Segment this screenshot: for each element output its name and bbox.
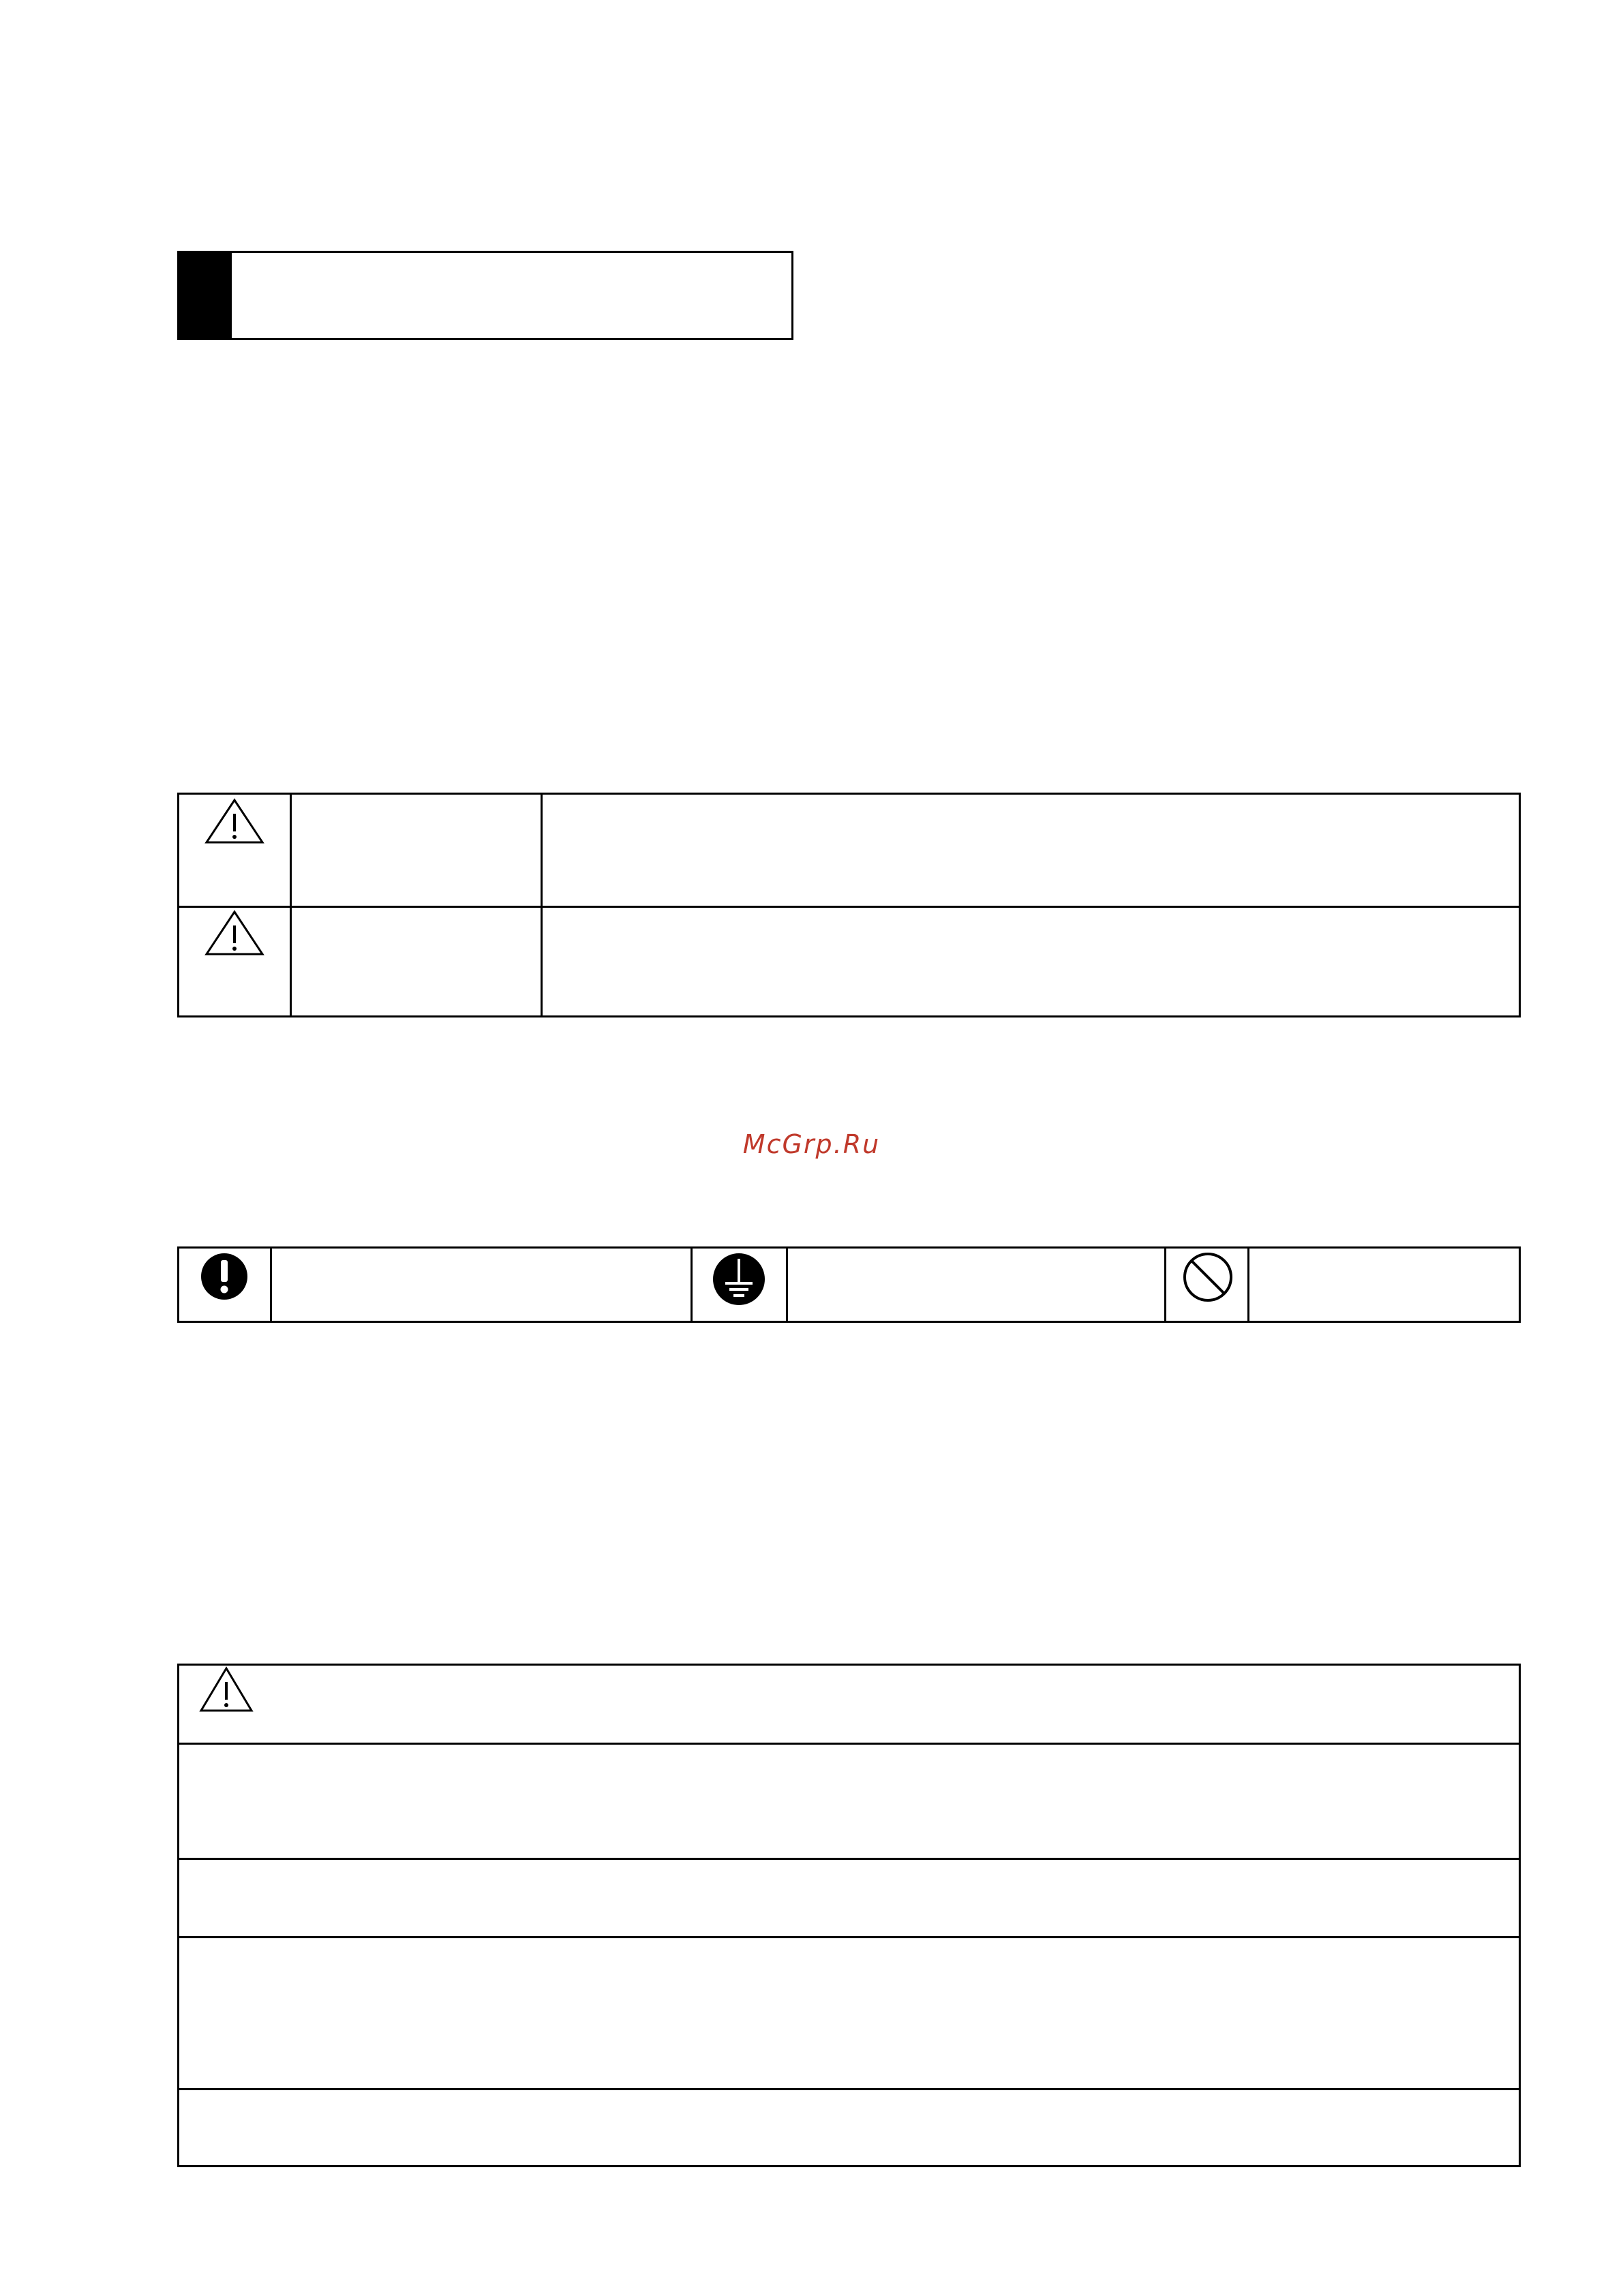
- warning-triangle-icon: [198, 1666, 254, 1713]
- hazard-table: [177, 793, 1521, 1017]
- section-marker: [179, 253, 232, 338]
- symbol-legend: [177, 1246, 1521, 1323]
- mandatory-action-icon: [200, 1252, 249, 1301]
- warning-triangle-icon: [204, 797, 265, 845]
- ground-connection-icon: [712, 1252, 766, 1306]
- section-header: [177, 251, 793, 340]
- warning-triangle-icon: [204, 909, 265, 957]
- prohibition-icon: [1182, 1251, 1234, 1303]
- warning-box: [177, 1664, 1521, 2167]
- watermark: McGrp.Ru: [742, 1129, 881, 1159]
